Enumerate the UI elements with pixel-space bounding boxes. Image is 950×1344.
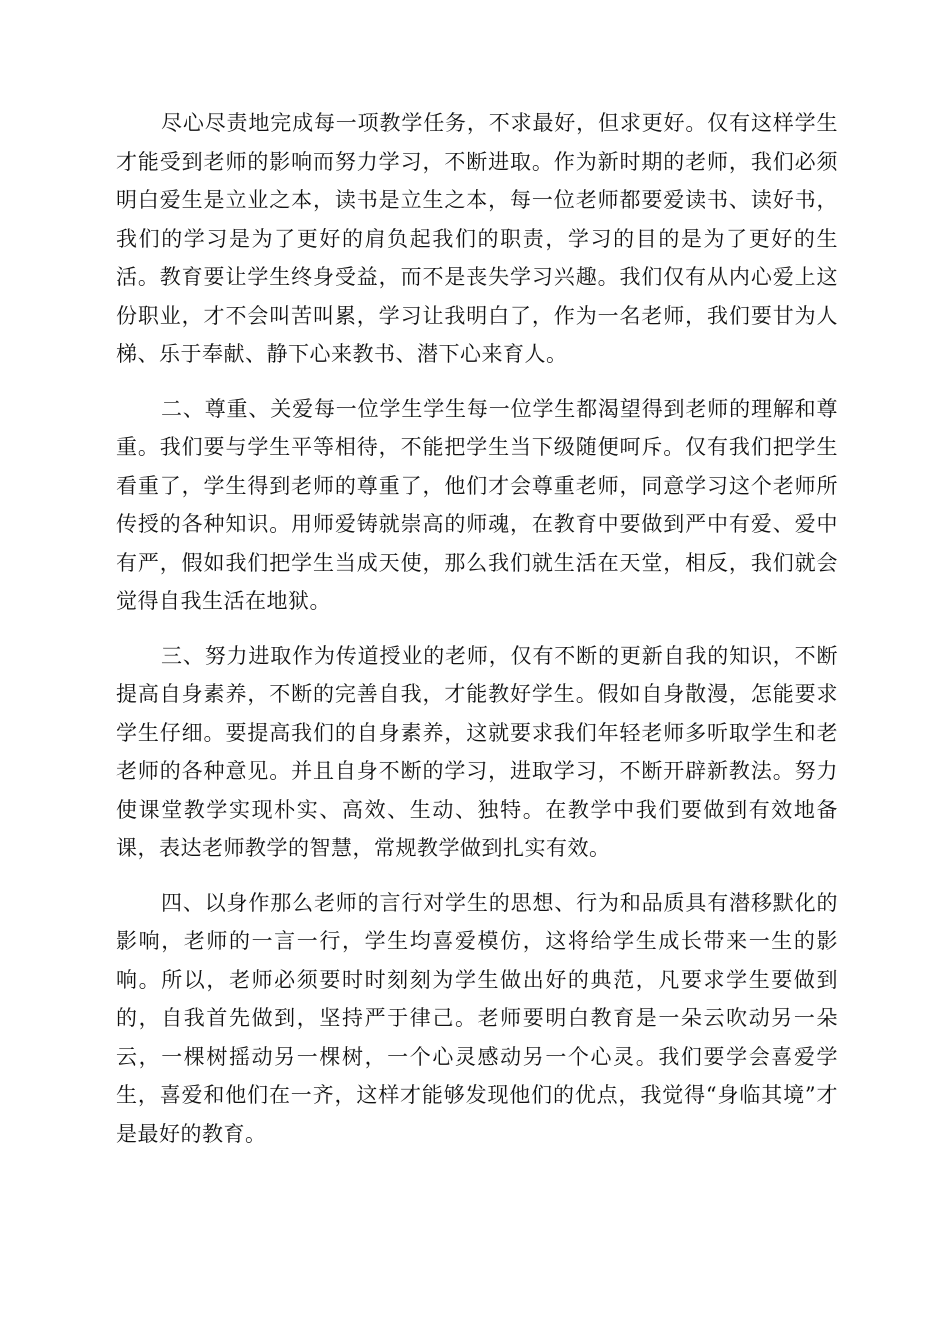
paragraph-4: 四、以身作那么老师的言行对学生的思想、行为和品质具有潜移默化的影响，老师的一言一行，学生均喜爱模仿，这将给学生成长带来一生的影响。所以，老师必须要时时刻刻为学生做出好的典范，凡要求学生要做到的，自我首先做到，坚持严于律己。老师要明白教育是一朵云吹动另一朵云，一棵树摇动另一棵树，一个心灵感动另一个心灵。我们要学会喜爱学生，喜爱和他们在一齐，这样才能够发现他们的优点，我觉得“身临其境”才是最好的教育。 <box>116 890 838 1146</box>
document-body <box>116 104 838 1153</box>
paragraph-1: 尽心尽责地完成每一项教学任务，不求最好，但求更好。仅有这样学生才能受到老师的影响而努力学习，不断进取。作为新时期的老师，我们必须明白爱生是立业之本，读书是立生之本，每一位老师都要爱读书、读好书，我们的学习是为了更好的肩负起我们的职责，学习的目的是为了更好的生活。教育要让学生终身受益，而不是丧失学习兴趣。我们仅有从内心爱上这份职业，才不会叫苦叫累，学习让我明白了，作为一名老师，我们要甘为人梯、乐于奉献、静下心来教书、潜下心来育人。 <box>116 111 838 366</box>
paragraph-3: 三、努力进取作为传道授业的老师，仅有不断的更新自我的知识，不断提高自身素养，不断的完善自我，才能教好学生。假如自身散漫，怎能要求学生仔细。要提高我们的自身素养，这就要求我们年轻老师多听取学生和老老师的各种意见。并且自身不断的学习，进取学习，不断开辟新教法。努力使课堂教学实现朴实、高效、生动、独特。在教学中我们要做到有效地备课，表达老师教学的智慧，常规教学做到扎实有效。 <box>116 643 838 860</box>
paragraph-2: 二、尊重、关爱每一位学生学生每一位学生都渴望得到老师的理解和尊重。我们要与学生平等相待，不能把学生当下级随便呵斥。仅有我们把学生看重了，学生得到老师的尊重了，他们才会尊重老师，同意学习这个老师所传授的各种知识。用师爱铸就崇高的师魂，在教育中要做到严中有爱、爱中有严，假如我们把学生当成天使，那么我们就生活在天堂，相反，我们就会觉得自我生活在地狱。 <box>116 396 838 613</box>
